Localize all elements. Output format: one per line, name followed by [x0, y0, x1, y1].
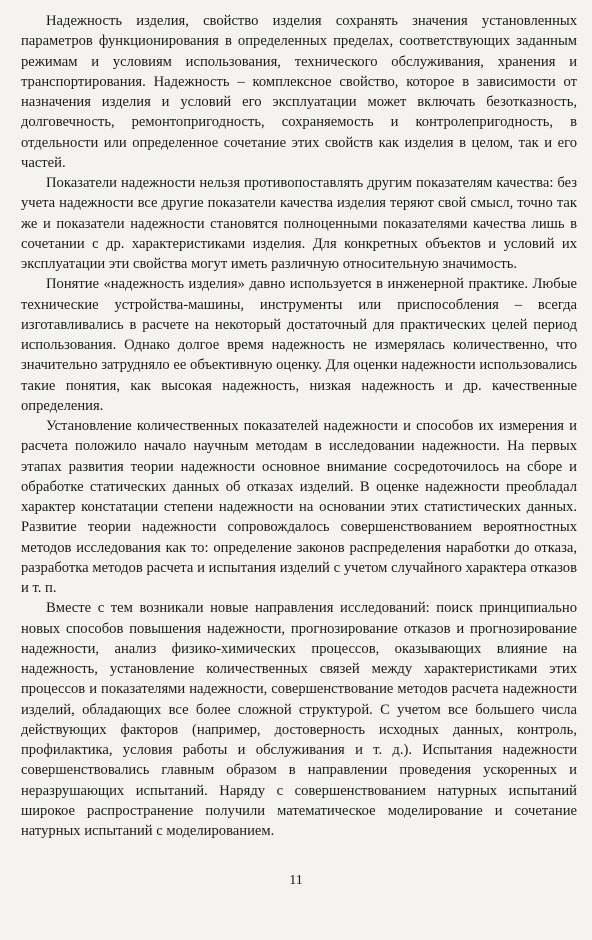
page-number: 11: [289, 873, 303, 888]
paragraph-reliability-definition: Надежность изделия, свойство изделия сохранять значения установленных параметров функционирования в определенных пределах, соответствующих заданным режимам и условиям использования, технического обслуживания, хранения и транспортирования. Надежность – комплексное свойство, которое в зависимости от назначения изделия и условий его эксплуатации может включать безотказность, долговечность, ремонтопригодность, сохраняемость и контролепригодность, в отдельности или определенное сочетание этих свойств как изделия в целом, так и его частей.: [21, 13, 577, 171]
paragraph-quantitative-indicators: Установление количественных показателей надежности и способов их измерения и расчета положило начало научным методам в исследовании надежности. На первых этапах развития теории надежности основное внимание сосредоточилось на сборе и обработке статических данных об отказах изделий. В оценке надежности преобладал характер констатации степени надежности на основании этих статистических данных. Развитие теории надежности сопровождалось совершенствованием вероятностных методов исследования как то: определение законов распределения наработки до отказа, разработка методов расчета и испытания изделий с учетом случайного характера отказов и т. п.: [21, 418, 577, 596]
page-body: [21, 11, 577, 841]
paragraph-engineering-practice: Понятие «надежность изделия» давно используется в инженерной практике. Любые технические устройства-машины, инструменты или приспособления – всегда изготавливались в расчете на некоторый достаточный для практических целей период использования. Однако долгое время надежность не измерялась количественно, что значительно затрудняло ее объективную оценку. Для оценки надежности использовались такие понятия, как высокая надежность, низкая надежность и др. качественные определения.: [21, 276, 577, 414]
paragraph-quality-indicators: Показатели надежности нельзя противопоставлять другим показателям качества: без учета надежности все другие показатели качества изделия теряют свой смысл, точно так же и показатели надежности становятся полноценными показателями качества лишь в сочетании с др. характеристиками изделия. Для конкретных объектов и условий их эксплуатации эти свойства могут иметь различную относительную значимость.: [21, 175, 577, 272]
paragraph-new-directions: Вместе с тем возникали новые направления исследований: поиск принципиально новых способов повышения надежности, прогнозирование отказов и прогнозирование надежности, анализ физико-химических процессов, оказывающих влияние на надежность, установление количественных связей между характеристиками этих процессов и показателями надежности, совершенствование методов расчета надежности изделий, обладающих все более сложной структурой. С учетом все большего числа действующих факторов (например, достоверность исходных данных, контроль, профилактика, условия работы и обслуживания и т. д.). Испытания надежности совершенствовались главным образом в направлении проведения ускоренных и неразрушающих испытаний. Наряду с совершенствованием натурных испытаний широкое распространение получили математическое моделирование и сочетание натурных испытаний с моделированием.: [21, 600, 577, 839]
